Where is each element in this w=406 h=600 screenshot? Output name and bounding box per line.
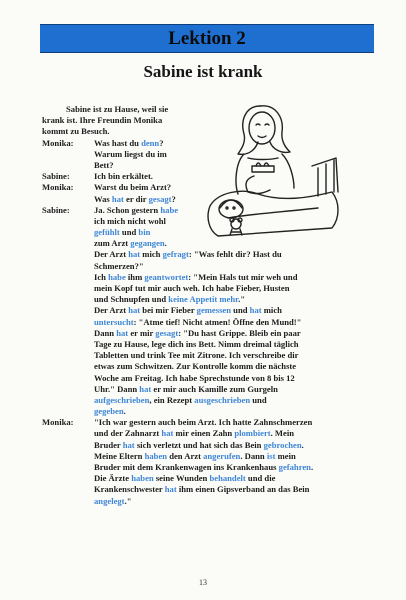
dialog-line: Bruder hat sich verletzt und hat sich das Bein gebrochen. (94, 439, 304, 450)
intro-line: kommt zu Besuch. (42, 126, 110, 137)
dialog-line: gefühlt und bin (94, 227, 151, 238)
story-line: Tage zu Hause, lege dich ins Bett. Nimm dreimal täglich (94, 338, 299, 349)
dialog-block (42, 104, 313, 507)
story-line: Schmerzen?" (94, 260, 144, 271)
intro-line: Sabine ist zu Hause, weil sie (66, 104, 169, 114)
dialog-line: Krankenschwester hat ihm einen Gipsverband an das Bein (94, 484, 310, 495)
page-number: 13 (199, 578, 207, 587)
dialog-line: Sabine: Ich bin erkältet. (42, 171, 153, 182)
story-line: untersucht: "Atme tief! Nicht atmen! Öffne den Mund!" (94, 316, 302, 327)
speaker-label: Sabine: (42, 204, 70, 215)
dialog-line: Monika: Was hast du denn? (42, 137, 164, 148)
story-line: aufgeschrieben, ein Rezept ausgeschrieben und (94, 394, 267, 405)
lesson-title: Lektion 2 (168, 27, 246, 49)
story-line: Der Arzt hat mich gefragt: "Was fehlt dir? Hast du (94, 249, 282, 260)
dialog-line: und der Zahnarzt hat mir einen Zahn plombiert. Mein (94, 428, 295, 439)
story-line: Dann hat er mir gesagt: "Du hast Grippe. Bleib ein paar (94, 327, 301, 338)
dialog-line: Monika: Warst du beim Arzt? (42, 182, 172, 193)
story-line: Der Arzt hat bei mir Fieber gemessen und hat mich (94, 305, 282, 316)
dialog-line: Bett? (94, 159, 114, 170)
speaker-label: Monika: (42, 182, 74, 193)
intro-line: krank ist. Ihre Freundin Monika (42, 115, 163, 126)
story-line: mein Kopf tut mir auch weh. Ich habe Fieber, Husten (94, 283, 290, 293)
speaker-label: Monika: (42, 137, 74, 148)
story-line: und Schnupfen und keine Appetit mehr." (94, 294, 246, 305)
speaker-label: Monika: (42, 417, 74, 428)
dialog-line: zum Arzt gegangen. (94, 238, 167, 249)
story-line: gegeben. (94, 406, 126, 417)
story-title: Sabine ist krank (143, 62, 263, 81)
story-line: Uhr." Dann hat er mir auch Kamille zum Gurgeln (94, 383, 278, 394)
story-line: Woche am Freitag. Ich habe Sprechstunde von 8 bis 12 (94, 372, 295, 383)
lesson-banner (40, 24, 374, 53)
dialog-line: Was hat er dir gesagt? (94, 193, 176, 204)
dialog-line: Sabine: Ja. Schon gestern habe (42, 204, 179, 215)
dialog-line: Meine Eltern haben den Arzt angerufen. Dann ist mein (94, 450, 296, 461)
story-line: Ich habe ihm geantwortet: "Mein Hals tut mir weh und (94, 271, 298, 282)
dialog-line: angelegt." (94, 495, 132, 506)
dialog-line: ich mich nicht wohl (94, 215, 166, 226)
dialog-line: Bruder mit dem Krankenwagen ins Krankenhaus gefahren. (94, 462, 314, 472)
dialog-line: Monika: "Ich war gestern auch beim Arzt. Ich hatte Zahnschmerzen (42, 417, 313, 428)
speaker-label: Sabine: (42, 171, 70, 182)
dialog-line: Warum liegst du im (94, 148, 167, 159)
dialog-line: Die Ärzte haben seine Wunden behandelt und die (94, 473, 276, 484)
story-line: Tabletten und trink Tee mit Zitrone. Ich verschreibe dir (94, 350, 299, 361)
story-line: etwas zum Schwitzen. Zur Kontrolle komm die nächste (94, 361, 297, 372)
